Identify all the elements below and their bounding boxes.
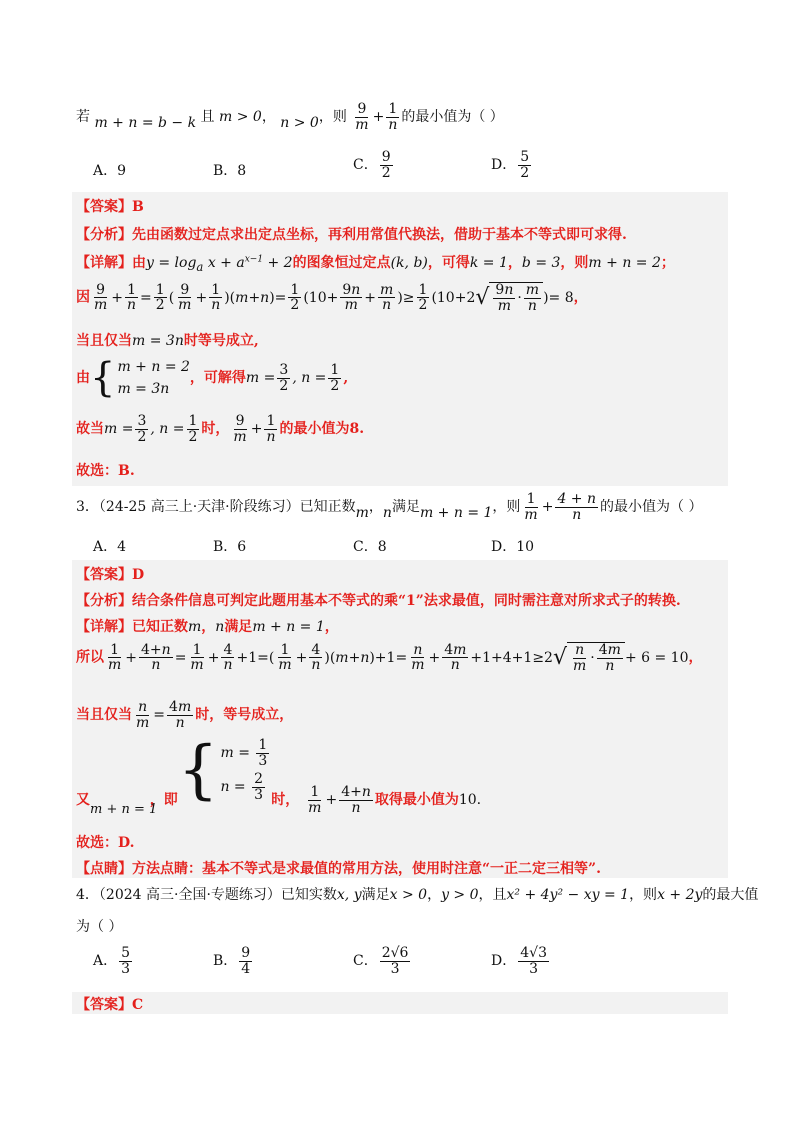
q4-solution-band xyxy=(72,992,728,1014)
q2-analysis: 【分析】先由函数过定点求出定点坐标，再利用常值代换法，借助于基本不等式即可求得. xyxy=(76,227,627,243)
q4-stem: 4．（2024 高三·全国·专题练习）已知实数x, y满足x > 0，y > 0，且x² + 4y² − xy = 1，则x + 2y的最大值 xyxy=(76,887,759,903)
q3-option-a: A．4 xyxy=(93,539,127,555)
q3-option-b: B．6 xyxy=(213,539,247,555)
q4-stem-line2: 为（ ） xyxy=(76,919,123,935)
q2-choose: 故选：B. xyxy=(76,463,135,479)
q2-stem: 若 m + n = b − k 且 m > 0， n > 0，则 $\frac{9}{m}$ + $\frac{1}{n}$ 的最小值为（ ） xyxy=(76,101,504,133)
q3-again: 又 ，即 { m = $\frac{1}{3}$ n = $\frac{2}{3}$ 时， $\frac{1}{m}$ + $\frac{4+n}{n}$ 取得最小值为10. xyxy=(76,733,482,816)
q3-answer: 【答案】D xyxy=(76,567,145,583)
q3-solution-band xyxy=(72,560,728,878)
q3-analysis: 【分析】结合条件信息可判定此题用基本不等式的乘“1”法求最值，同时需注意对所求式子的转换. xyxy=(76,593,681,609)
q4-option-c: C． $\frac{2√6}{3}$ xyxy=(353,945,409,977)
q2-detail: 【详解】由$y = \log_a x + a^{x-1} + 2$的图象恒过定点(k, b)，可得k = 1，b = 3，则m + n = 2； xyxy=(76,254,675,274)
q3-option-c: C．8 xyxy=(353,539,387,555)
q3-detail: 【详解】已知正数m，n满足m + n = 1， xyxy=(76,619,339,635)
q2-equality-cond: 当且仅当m = 3n时等号成立, xyxy=(76,333,259,349)
q3-sum: 所以 $\frac{1}{m}$ + $\frac{4+n}{n}$ = $\frac{1}{m}$ + $\frac{4}{n}$ +1=( $\frac{1}{m}$ + $\frac{4}{n}$ )(m+n)+1= $\frac{n}{m}$ + $\frac{4m}{n}$ +1+4+1≥2 √ $\frac{n}{m}$ · $\frac{4m}{n}$ + 6 = 10， xyxy=(76,641,703,674)
q3-again-condition: m + n = 1 xyxy=(90,802,158,817)
q2-inequality: 因 $\frac{9}{m}$ + $\frac{1}{n}$ = $\frac{1}{2}$ ( $\frac{9}{m}$ + $\frac{1}{n}$ )(m+n)= $\frac{1}{2}$ (10+ $\frac{9n}{m}$ + $\frac{m}{n}$ )≥ $\frac{1}{2}$ (10+2 √ $\frac{9n}{m}$ · $\frac{m}{n}$ )= 8， xyxy=(76,281,588,314)
q3-choose: 故选：D. xyxy=(76,835,135,851)
q3-tip: 【点睛】方法点睛：基本不等式是求最值的常用方法，使用时注意“一正二定三相等”. xyxy=(76,861,601,877)
q2-condition: m + n = b − k xyxy=(94,115,197,132)
q3-option-d: D．10 xyxy=(491,539,535,555)
q2-frac-9m: $\frac{9}{m}$ xyxy=(355,101,369,133)
q3-stem: 3．（24-25 高三上·天津·阶段练习）已知正数m，n满足m + n = 1，则 $\frac{1}{m}$ + $\frac{4 + n}{n}$ 的最小值为（ ） xyxy=(76,491,703,523)
q2-solve-system: 由 { m + n = 2 m = 3n ，可解得m = $\frac{3}{2}$ , n = $\frac{1}{2}$ , xyxy=(76,355,349,401)
q2-solution-band xyxy=(72,192,728,486)
q4-option-a: A． $\frac{5}{3}$ xyxy=(93,945,131,977)
q2-conclusion: 故当m = $\frac{3}{2}$ , n = $\frac{1}{2}$ 时， $\frac{9}{m}$ + $\frac{1}{n}$ 的最小值为8. xyxy=(76,413,365,445)
q2-option-d: D． $\frac{5}{2}$ xyxy=(491,149,530,181)
q4-option-b: B． $\frac{9}{4}$ xyxy=(213,945,251,977)
q2-option-a: A．9 xyxy=(93,163,127,179)
q4-option-d: D． $\frac{4√3}{3}$ xyxy=(491,945,547,977)
q3-equality-cond: 当且仅当 $\frac{n}{m}$ = $\frac{4m}{n}$ 时，等号成立， xyxy=(76,699,294,731)
q2-option-b: B．8 xyxy=(213,163,247,179)
q2-option-c: C． $\frac{9}{2}$ xyxy=(353,149,391,181)
q4-answer: 【答案】C xyxy=(76,997,144,1013)
q2-answer: 【答案】B xyxy=(76,199,144,215)
